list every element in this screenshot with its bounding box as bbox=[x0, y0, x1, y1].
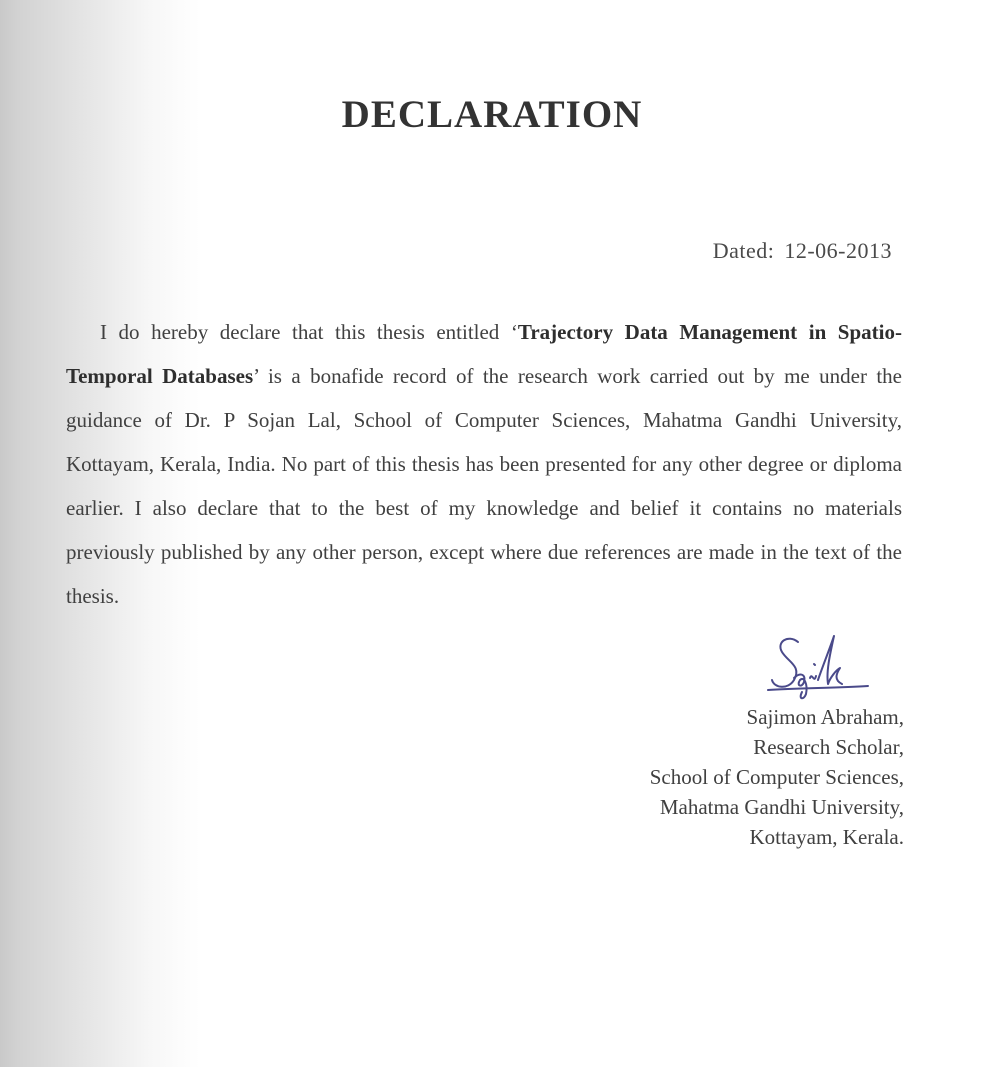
thesis-title: Trajectory Data Management in Spatio-Temporal Databases bbox=[66, 320, 902, 388]
quote-open: ‘ bbox=[510, 320, 518, 344]
signatory-name: Sajimon Abraham, bbox=[746, 705, 904, 729]
quote-close: ’ bbox=[253, 364, 259, 388]
declaration-text-intro: I do hereby declare that this thesis entitled bbox=[100, 320, 511, 344]
declaration-text-body: is a bonafide record of the research work carried out by me under the guidance of Dr. P Sojan Lal, School of Computer Sciences, Mahatma Gandhi University, Kottayam, Kerala, India. No part of this thesis has been presented for any other degree or diploma earlier. I also declare that to the best of my knowledge and belief it contains no materials previously published by any other person, except where due references are made in the text of the thesis. bbox=[66, 364, 902, 608]
signature-block bbox=[650, 702, 904, 852]
date-line bbox=[713, 238, 892, 264]
date-value: 12-06-2013 bbox=[784, 238, 892, 263]
page-title: DECLARATION bbox=[341, 93, 643, 136]
signatory-school: School of Computer Sciences, bbox=[649, 765, 904, 789]
declaration-paragraph bbox=[66, 310, 902, 618]
handwritten-signature bbox=[758, 628, 878, 708]
signatory-location: Kottayam, Kerala. bbox=[749, 825, 904, 849]
signatory-role: Research Scholar, bbox=[753, 735, 904, 759]
signatory-university: Mahatma Gandhi University, bbox=[659, 795, 904, 819]
date-label: Dated: bbox=[712, 238, 775, 263]
